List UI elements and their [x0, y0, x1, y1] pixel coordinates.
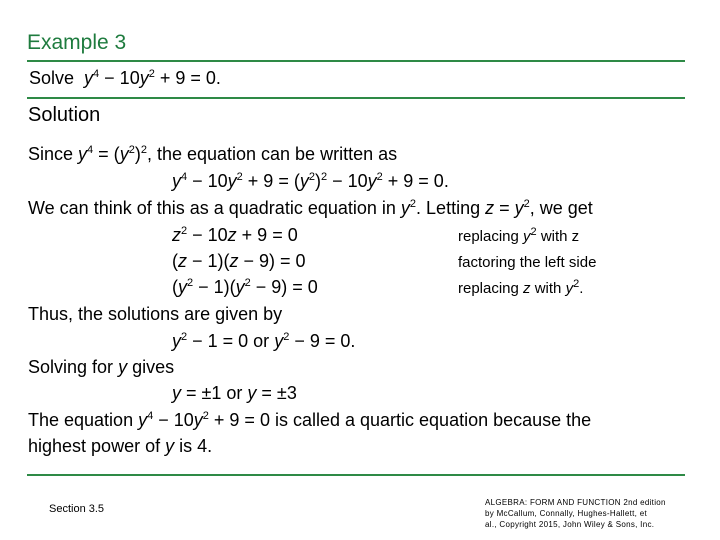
- think-text: We can think of this as a quadratic equation in: [28, 198, 396, 218]
- problem-divider: [27, 97, 685, 99]
- credit-line-2: by McCallum, Connally, Hughes-Hallett, et: [485, 509, 647, 518]
- line-highest: highest power of y is 4.: [28, 436, 213, 456]
- credit-line-1: ALGEBRA: FORM AND FUNCTION 2nd edition: [485, 498, 666, 507]
- footer-credit: [485, 497, 705, 530]
- problem-equation: $y^4 - 10y^2 + 9 = 0$.: [84, 68, 221, 88]
- step2-note: factoring the left side: [458, 254, 597, 271]
- line-quartic: The equation $y^4 - 10y^2 + 9 = 0$ is called a quartic equation because the: [28, 410, 592, 430]
- credit-line-3: al., Copyright 2015, John Wiley & Sons, Inc.: [485, 520, 655, 529]
- line-quadratic: We can think of this as a quadratic equation in $y^2$. Letting $z = y^2$, we get: [28, 198, 593, 218]
- line-thus: Thus, the solutions are given by: [28, 304, 283, 324]
- highest-text: highest power of: [28, 436, 161, 456]
- since-post-text: , the equation can be written as: [146, 144, 398, 164]
- footer-divider: [27, 474, 685, 476]
- problem-statement: [29, 67, 221, 89]
- slide-title: Example 3: [27, 31, 127, 54]
- step3-note: replacing z with $y^2$.: [458, 278, 584, 297]
- line-since: Since $y^4 = (y^2)^2$, the equation can be written as: [28, 144, 398, 164]
- note1-post: with z: [540, 228, 580, 245]
- line-rewritten: $y^4 - 10y^2 + 9 = (y^2)^2 - 10y^2 + 9 = 0$.: [172, 171, 449, 191]
- footer-section: Section 3.5: [49, 503, 105, 515]
- step1-note: replacing $y^2$ with z: [458, 226, 580, 245]
- is4-text: is 4.: [179, 436, 213, 456]
- solving-text: Solving for: [28, 357, 114, 377]
- line-solving: Solving for y gives: [28, 357, 175, 377]
- title-divider: [27, 60, 685, 62]
- gives-text: gives: [132, 357, 175, 377]
- solution-heading: Solution: [28, 104, 101, 126]
- equation-pre-text: The equation: [28, 410, 134, 430]
- problem-label: Solve: [29, 68, 75, 88]
- since-text: Since: [28, 144, 74, 164]
- note3-mid: with: [534, 280, 562, 297]
- step2-equation: (z − 1)(z − 9) = 0: [172, 251, 306, 271]
- line-roots: y = ±1 or y = ±3: [172, 383, 297, 403]
- note3-pre: replacing: [458, 280, 519, 297]
- quartic-post-text: is called a quartic equation because the: [274, 410, 592, 430]
- line-solutions: $y^2 - 1 = 0$ or $y^2 - 9 = 0$.: [172, 331, 356, 351]
- letting-text: . Letting: [416, 198, 481, 218]
- note1-pre: replacing: [458, 228, 519, 245]
- we-get-text: , we get: [529, 198, 593, 218]
- step1-equation: $z^2 - 10z + 9 = 0$: [172, 225, 298, 245]
- step3-equation: $(y^2 - 1)(y^2 - 9) = 0$: [172, 277, 318, 297]
